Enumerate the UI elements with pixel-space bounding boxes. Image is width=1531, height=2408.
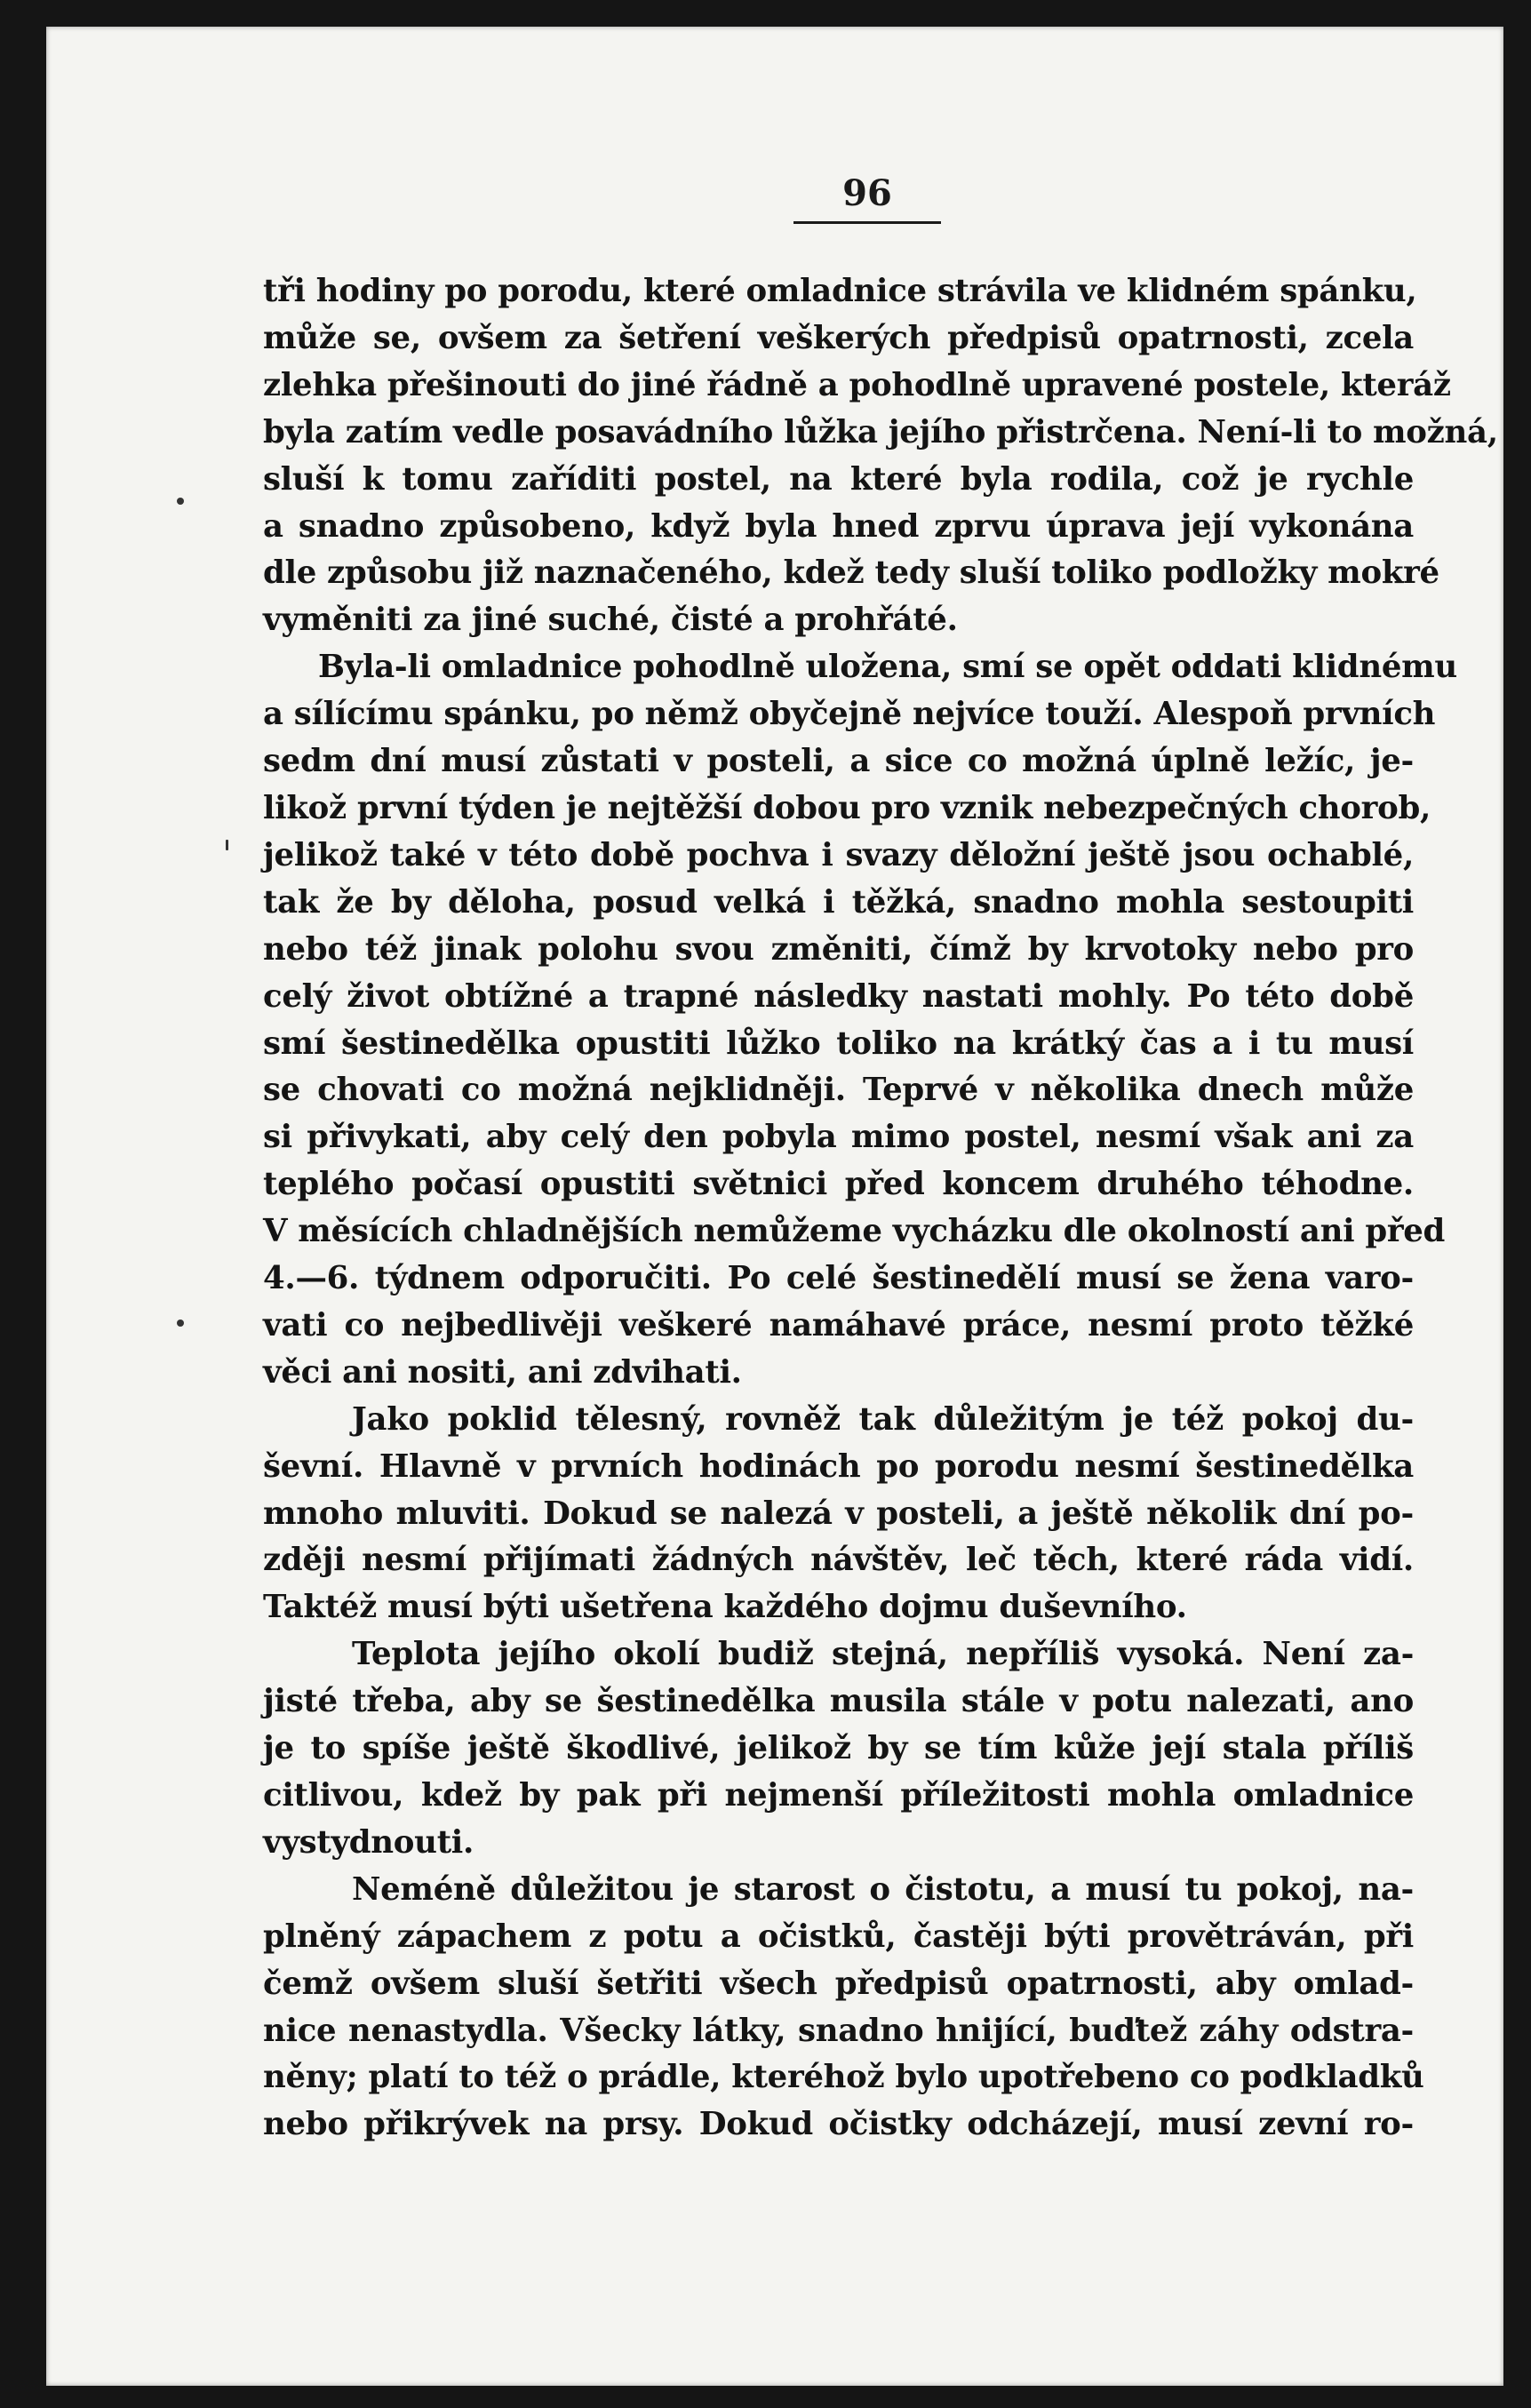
text-line: Neméně důležitou je starost o čistotu, a musí tu pokoj, na- [352, 1870, 1414, 1908]
text-line: dle způsobu již naznačeného, kdež tedy sluší toliko podložky mokré [263, 554, 1439, 592]
text-line: byla zatím vedle posavádního lůžka jejího přistrčena. Není-li to možná, [263, 413, 1498, 451]
text-line: tři hodiny po porodu, které omladnice strávila ve klidném spánku, [263, 273, 1417, 309]
book-page [46, 27, 1503, 2386]
page-number-rule [793, 221, 941, 224]
text-line: a snadno způsobeno, když byla hned zprvu úprava její vykonána [263, 507, 1414, 545]
text-line: čemž ovšem sluší šetřiti všech předpisů opatrnosti, aby omlad- [263, 1965, 1414, 2002]
text-line: Taktéž musí býti ušetřena každého dojmu duševního. [263, 1589, 1187, 1626]
text-line: sedm dní musí zůstati v posteli, a sice co možná úplně ležíc, je- [263, 743, 1414, 780]
text-line: vyměniti za jiné suché, čisté a prohřáté. [263, 602, 958, 639]
text-line: ševní. Hlavně v prvních hodinách po porodu nesmí šestinedělka [263, 1447, 1414, 1485]
text-line: zději nesmí přijímati žádných návštěv, leč těch, které ráda vidí. [263, 1542, 1414, 1579]
text-line: mnoho mluviti. Dokud se nalezá v posteli, a ještě několik dní po- [263, 1495, 1414, 1532]
text-line: nice nenastydla. Všecky látky, snadno hnijící, buďtež záhy odstra- [263, 2012, 1414, 2049]
speck-mark [177, 498, 184, 505]
text-line: sluší k tomu zaříditi postel, na které byla rodila, což je rychle [263, 460, 1414, 498]
text-line: likož první týden je nejtěžší dobou pro vznik nebezpečných chorob, [263, 789, 1431, 826]
text-line: je to spíše ještě škodlivé, jelikož by se tím kůže její stala příliš [263, 1730, 1414, 1767]
text-line: tak že by děloha, posud velká i těžká, snadno mohla sestoupiti [263, 883, 1414, 921]
text-line: Jako poklid tělesný, rovněž tak důležitým je též pokoj du- [352, 1400, 1414, 1438]
text-line: jelikož také v této době pochva i svazy děložní ještě jsou ochablé, [263, 836, 1414, 873]
text-line: si přivykati, aby celý den pobyla mimo postel, nesmí však ani za [263, 1119, 1414, 1156]
text-line: V měsících chladnějších nemůžeme vycházku dle okolností ani před [263, 1213, 1446, 1250]
text-line: citlivou, kdež by pak při nejmenší příležitosti mohla omladnice [263, 1777, 1414, 1814]
text-line: a sílícímu spánku, po němž obyčejně nejvíce touží. Alespoň prvních [263, 696, 1436, 733]
text-line: zlehka přešinouti do jiné řádně a pohodlně upravené postele, kteráž [263, 366, 1451, 403]
page-number: 96 [842, 172, 892, 214]
text-line: plněný zápachem z potu a očistků, častěji býti provětráván, při [263, 1918, 1414, 1955]
text-line: nebo přikrývek na prsy. Dokud očistky odcházejí, musí zevní ro- [263, 2106, 1414, 2143]
text-line: jisté třeba, aby se šestinedělka musila stále v potu nalezati, ano [263, 1683, 1414, 1720]
text-line: něny; platí to též o prádle, kteréhož bylo upotřebeno co podkladků [263, 2059, 1424, 2096]
body-text [263, 268, 1498, 2149]
text-line: teplého počasí opustiti světnici před koncem druhého téhodne. [263, 1166, 1414, 1203]
text-line: vati co nejbedlivěji veškeré namáhavé práce, nesmí proto těžké [263, 1306, 1414, 1344]
speck-mark [177, 1320, 184, 1327]
speck-mark [226, 840, 228, 850]
text-line: Byla-li omladnice pohodlně uložena, smí se opět oddati klidnému [318, 649, 1457, 686]
text-line: vystydnouti. [263, 1823, 474, 1861]
text-line: se chovati co možná nejklidněji. Teprvé v několika dnech může [263, 1072, 1414, 1109]
text-line: může se, ovšem za šetření veškerých předpisů opatrnosti, zcela [263, 319, 1414, 356]
text-line: věci ani nositi, ani zdvihati. [263, 1353, 742, 1391]
text-line: Teplota jejího okolí budiž stejná, nepříliš vysoká. Není za- [352, 1636, 1414, 1673]
text-line: nebo též jinak polohu svou změniti, čímž by krvotoky nebo pro [263, 930, 1414, 968]
text-line: smí šestinedělka opustiti lůžko toliko na krátký čas a i tu musí [263, 1025, 1414, 1062]
text-line: celý život obtížné a trapné následky nastati mohly. Po této době [263, 977, 1414, 1015]
text-line: 4.—6. týdnem odporučiti. Po celé šestinedělí musí se žena varo- [263, 1260, 1414, 1297]
